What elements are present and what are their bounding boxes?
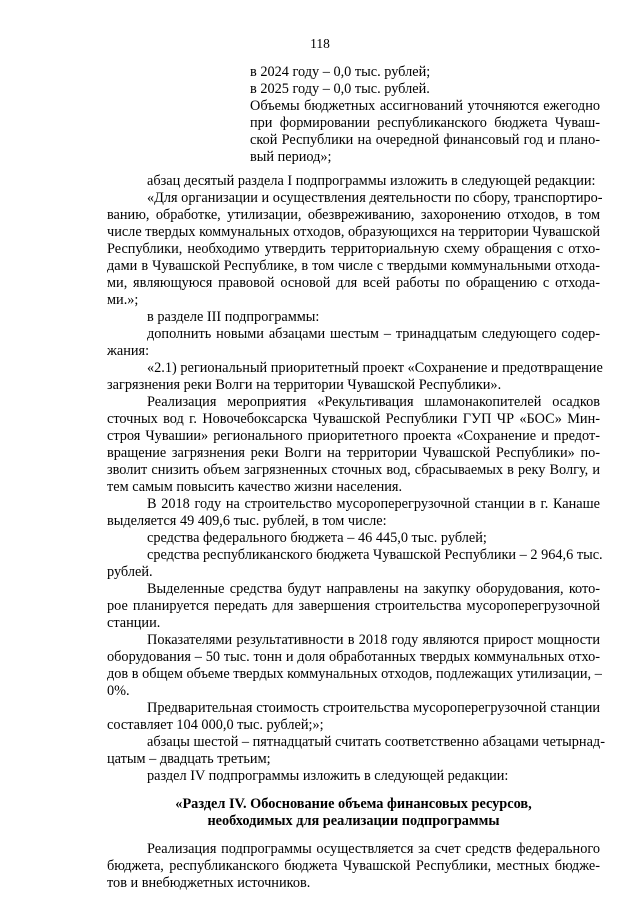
text-line: средства федерального бюджета – 46 445,0 тыс. рублей; — [147, 530, 487, 546]
text-line: ванию, обработке, утилизации, обезвреживанию, захоронению отходов, в том — [107, 207, 600, 223]
page-number: 118 — [310, 36, 330, 51]
text-line: жания: — [107, 343, 150, 359]
text-line: составляет 104 000,0 тыс. рублей;»; — [107, 717, 324, 733]
text-line: рублей. — [107, 564, 153, 580]
text-line: «Для организации и осуществления деятельности по сбору, транспортиро- — [147, 190, 603, 206]
text-line: в 2025 году – 0,0 тыс. рублей. — [250, 81, 430, 97]
text-line: рое планируется передать для завершения строительства мусороперегрузочной — [107, 598, 600, 614]
text-line: дов в общем объеме твердых коммунальных отходов, подлежащих утилизации, – — [107, 666, 602, 682]
text-line: В 2018 году на строительство мусороперегрузочной станции в г. Канаше — [147, 496, 600, 512]
text-line: тем самым повысить качество жизни населения. — [107, 479, 403, 495]
text-line: ской Республики на очередной финансовый год и плано- — [250, 132, 600, 148]
text-line: зволит снизить объем загрязненных сточных вод, сбрасываемых в реку Волгу, и — [107, 462, 600, 478]
text-line: Реализация мероприятия «Рекультивация шламонакопителей осадков — [147, 394, 600, 410]
text-line: ми.»; — [107, 292, 139, 308]
text-line: в 2024 году – 0,0 тыс. рублей; — [250, 64, 431, 80]
text-line: Предварительная стоимость строительства мусороперегрузочной станции — [147, 700, 600, 716]
section-heading: «Раздел IV. Обоснование объема финансовых ресурсов, — [175, 796, 532, 812]
text-line: абзацы шестой – пятнадцатый считать соответственно абзацами четырнад- — [147, 734, 605, 750]
text-line: дополнить новыми абзацами шестым – тринадцатым следующего содер- — [147, 326, 600, 342]
text-line: бюджета, республиканского бюджета Чувашской Республики, местных бюдже- — [107, 858, 600, 874]
text-line: средства республиканского бюджета Чувашской Республики – 2 964,6 тыс. — [147, 547, 603, 563]
text-line: строя Чувашии» регионального приоритетного проекта «Сохранение и предот- — [107, 428, 600, 444]
text-line: абзац десятый раздела I подпрограммы изложить в следующей редакции: — [147, 173, 596, 189]
text-line: раздел IV подпрограммы изложить в следующей редакции: — [147, 768, 509, 784]
text-line: Республики, необходимо утвердить территориальную схему обращения с отхо- — [107, 241, 600, 257]
text-line: оборудования – 50 тыс. тонн и доля обработанных твердых коммунальных отхо- — [107, 649, 600, 665]
text-line: в разделе III подпрограммы: — [147, 309, 320, 325]
text-line: загрязнения реки Волги на территории Чувашской Республики». — [107, 377, 502, 393]
text-line: вый период»; — [250, 149, 332, 165]
text-line: числе твердых коммунальных отходов, образующихся на территории Чувашской — [107, 224, 601, 240]
text-line: Выделенные средства будут направлены на закупку оборудования, кото- — [147, 581, 600, 597]
text-line: «2.1) региональный приоритетный проект «Сохранение и предотвращение — [147, 360, 603, 376]
text-line: Реализация подпрограммы осуществляется за счет средств федерального — [147, 841, 600, 857]
text-line: цатым – двадцать третьим; — [107, 751, 271, 767]
text-line: ми, являющуюся правовой основой для всей работы по обращению с отхода- — [107, 275, 600, 291]
text-line: вращение загрязнения реки Волги на территории Чувашской Республики» по- — [107, 445, 600, 461]
text-line: 0%. — [107, 683, 130, 699]
text-line: при формировании республиканского бюджета Чуваш- — [250, 115, 600, 131]
section-heading: необходимых для реализации подпрограммы — [207, 813, 500, 829]
text-line: Объемы бюджетных ассигнований уточняются ежегодно — [250, 98, 600, 114]
text-line: дами в Чувашской Республике, в том числе с твердыми коммунальными отхода- — [107, 258, 600, 274]
text-line: тов и внебюджетных источников. — [107, 875, 311, 891]
text-line: Показателями результативности в 2018 году являются прирост мощности — [147, 632, 600, 648]
text-line: сточных вод г. Новочебоксарска Чувашской Республики ГУП ЧР «БОС» Мин- — [107, 411, 600, 427]
text-line: выделяется 49 409,6 тыс. рублей, в том числе: — [107, 513, 387, 529]
text-line: станции. — [107, 615, 161, 631]
